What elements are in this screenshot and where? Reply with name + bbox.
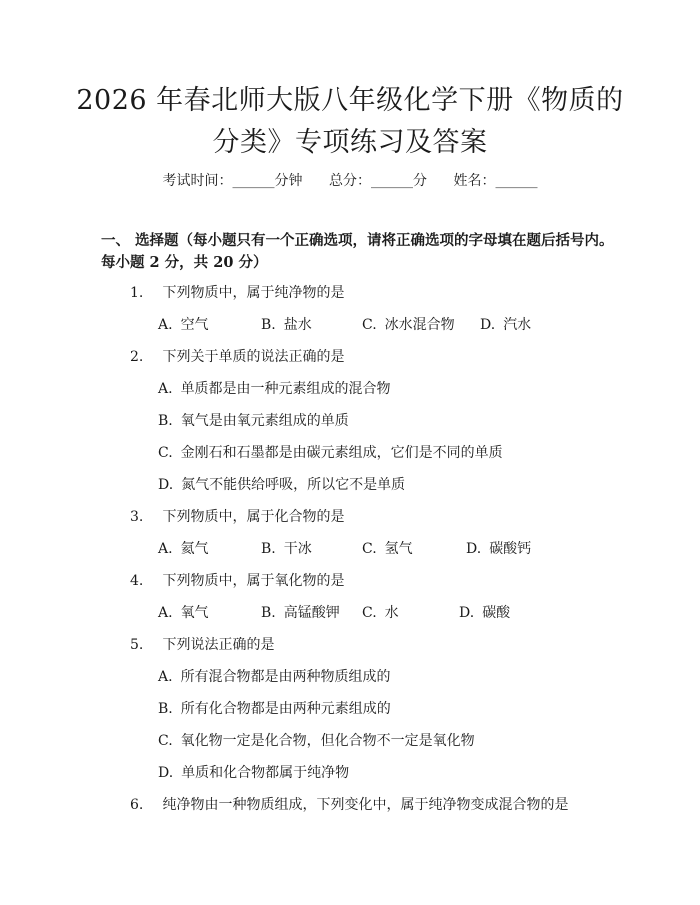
option-a: [158, 378, 391, 398]
option-letter: D.: [480, 317, 496, 333]
question-text: 下列说法正确的是: [162, 637, 275, 653]
option-text: 干冰: [283, 541, 312, 557]
option-b: [261, 314, 312, 334]
title-line-1: 2026 年春北师大版八年级化学下册《物质的: [76, 85, 624, 116]
option-letter: B.: [261, 317, 276, 333]
option-a: [158, 538, 209, 558]
question-number: 5.: [130, 637, 144, 653]
option-b: [158, 698, 391, 718]
option-b: [158, 410, 349, 430]
student-name-field: 姓名：______: [453, 173, 538, 189]
option-letter: C.: [158, 733, 173, 749]
option-letter: A.: [158, 669, 173, 685]
option-letter: A.: [158, 381, 173, 397]
option-letter: B.: [158, 413, 173, 429]
option-d: [480, 314, 531, 334]
option-a: [158, 314, 209, 334]
option-letter: D.: [459, 605, 475, 621]
question-text: 下列关于单质的说法正确的是: [162, 349, 345, 365]
option-d: [158, 474, 405, 494]
exam-info-row: [0, 170, 700, 190]
option-text: 所有混合物都是由两种物质组成的: [180, 669, 391, 685]
option-text: 碳酸: [482, 605, 511, 621]
question-number: 6.: [130, 797, 144, 813]
question-4: [130, 570, 344, 590]
option-letter: B.: [261, 605, 276, 621]
question-number: 2.: [130, 349, 144, 365]
option-text: 氮气不能供给呼吸，所以它不是单质: [181, 477, 406, 493]
title-line-2: 分类》专项练习及答案: [212, 127, 488, 158]
option-letter: D.: [158, 765, 174, 781]
question-text: 下列物质中，属于纯净物的是: [162, 285, 345, 301]
option-text: 单质和化合物都属于纯净物: [181, 765, 350, 781]
option-d: [158, 762, 349, 782]
option-text: 氧气: [180, 605, 209, 621]
question-3: [130, 506, 344, 526]
option-text: 氦气: [180, 541, 209, 557]
option-b: [261, 538, 312, 558]
option-text: 汽水: [503, 317, 532, 333]
option-d: [459, 602, 510, 622]
option-text: 空气: [180, 317, 209, 333]
option-d: [466, 538, 531, 558]
option-text: 碳酸钙: [489, 541, 532, 557]
section-heading-line-1: 一、 选择题（每小题只有一个正确选项，请将正确选项的字母填在题后括号内。: [101, 232, 614, 249]
question-1: [130, 282, 344, 302]
option-c: [158, 730, 475, 750]
option-c: [158, 442, 503, 462]
option-text: 氧化物一定是化合物，但化合物不一定是氧化物: [180, 733, 475, 749]
option-letter: A.: [158, 317, 173, 333]
option-text: 冰水混合物: [384, 317, 455, 333]
option-text: 金刚石和石墨都是由碳元素组成，它们是不同的单质: [180, 445, 503, 461]
option-text: 所有化合物都是由两种元素组成的: [180, 701, 391, 717]
option-text: 水: [384, 605, 399, 621]
option-c: [362, 538, 413, 558]
question-text: 下列物质中，属于氧化物的是: [162, 573, 345, 589]
question-number: 3.: [130, 509, 144, 525]
question-5: [130, 634, 274, 654]
option-letter: C.: [362, 541, 377, 557]
question-number: 4.: [130, 573, 144, 589]
option-b: [261, 602, 340, 622]
exam-time-field: 考试时间：______分钟: [162, 173, 303, 189]
question-text: 纯净物由一种物质组成，下列变化中，属于纯净物变成混合物的是: [162, 797, 569, 813]
option-letter: D.: [158, 477, 174, 493]
option-letter: C.: [362, 317, 377, 333]
question-number: 1.: [130, 285, 144, 301]
option-letter: C.: [362, 605, 377, 621]
option-letter: A.: [158, 541, 173, 557]
question-2: [130, 346, 344, 366]
option-letter: A.: [158, 605, 173, 621]
option-text: 高锰酸钾: [283, 605, 340, 621]
option-letter: B.: [261, 541, 276, 557]
option-letter: B.: [158, 701, 173, 717]
question-6: [130, 794, 568, 814]
option-text: 氢气: [384, 541, 413, 557]
total-score-field: 总分：______分: [329, 173, 427, 189]
option-c: [362, 314, 455, 334]
section-heading-line-2: 每小题 2 分，共 20 分）: [101, 254, 268, 271]
option-a: [158, 602, 209, 622]
section-heading: [103, 230, 623, 274]
question-text: 下列物质中，属于化合物的是: [162, 509, 345, 525]
option-a: [158, 666, 391, 686]
option-text: 氧气是由氧元素组成的单质: [180, 413, 349, 429]
option-text: 单质都是由一种元素组成的混合物: [180, 381, 391, 397]
option-letter: D.: [466, 541, 482, 557]
document-title: [60, 80, 640, 164]
option-letter: C.: [158, 445, 173, 461]
option-text: 盐水: [283, 317, 312, 333]
option-c: [362, 602, 399, 622]
